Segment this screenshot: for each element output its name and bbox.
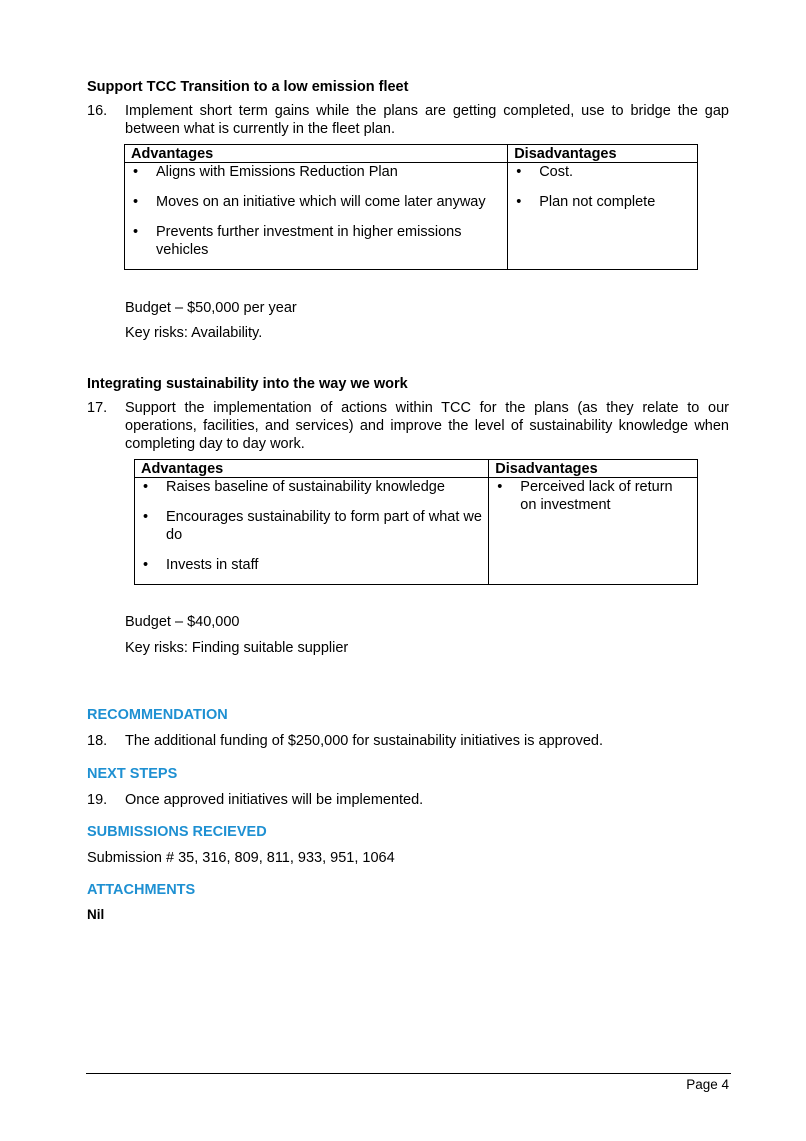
advantage-item: • Encourages sustainability to form part of what we do (141, 508, 482, 544)
next-steps-text: Once approved initiatives will be implemented. (125, 792, 424, 808)
advantage-item: • Prevents further investment in higher emissions vehicles (131, 223, 501, 259)
advantages-cell (135, 478, 489, 585)
item-paragraph: Implement short term gains while the plans are getting completed, use to bridge the gap between what is currently in the fleet plan. (125, 103, 729, 137)
section-heading-fleet: Support TCC Transition to a low emission fleet (87, 79, 409, 95)
disadvantage-item: • Plan not complete (514, 193, 691, 211)
advantage-item: • Invests in staff (141, 556, 482, 574)
submissions-heading: SUBMISSIONS RECIEVED (87, 824, 267, 840)
advantages-table-sustainability (134, 459, 698, 585)
advantages-table-fleet (124, 144, 698, 270)
page-number: Page 4 (686, 1077, 729, 1092)
budget-text: Budget – $50,000 per year (125, 300, 297, 316)
submissions-text: Submission # 35, 316, 809, 811, 933, 951, 1064 (87, 850, 395, 866)
item-paragraph: Support the implementation of actions within TCC for the plans (as they relate to our operations, facilities, and services) and improve the level of sustainability knowledge when completing day to day work. (125, 400, 729, 452)
key-risks-text: Key risks: Availability. (125, 325, 263, 341)
advantage-item: • Raises baseline of sustainability knowledge (141, 478, 482, 496)
item-number: 16. (87, 103, 108, 119)
disadvantages-header: Disadvantages (489, 460, 698, 478)
advantage-item: • Aligns with Emissions Reduction Plan (131, 163, 501, 181)
key-risks-text: Key risks: Finding suitable supplier (125, 640, 349, 656)
item-number: 18. (87, 733, 108, 749)
item-number: 17. (87, 400, 108, 416)
advantages-header: Advantages (135, 460, 489, 478)
recommendation-heading: RECOMMENDATION (87, 707, 228, 723)
attachments-text: Nil (87, 907, 105, 922)
attachments-heading: ATTACHMENTS (87, 882, 196, 898)
advantage-item: • Moves on an initiative which will come later anyway (131, 193, 501, 211)
section-heading-sustainability: Integrating sustainability into the way we work (87, 376, 408, 392)
item-number: 19. (87, 792, 108, 808)
disadvantage-item: • Cost. (514, 163, 691, 181)
advantages-cell (125, 163, 508, 270)
next-steps-heading: NEXT STEPS (87, 766, 178, 782)
disadvantage-item: • Perceived lack of return on investment (495, 478, 691, 514)
disadvantages-header: Disadvantages (508, 145, 698, 163)
footer-divider (86, 1073, 731, 1074)
disadvantages-cell (489, 478, 698, 585)
advantages-header: Advantages (125, 145, 508, 163)
budget-text: Budget – $40,000 (125, 614, 240, 630)
recommendation-text: The additional funding of $250,000 for sustainability initiatives is approved. (125, 733, 603, 749)
disadvantages-cell (508, 163, 698, 270)
